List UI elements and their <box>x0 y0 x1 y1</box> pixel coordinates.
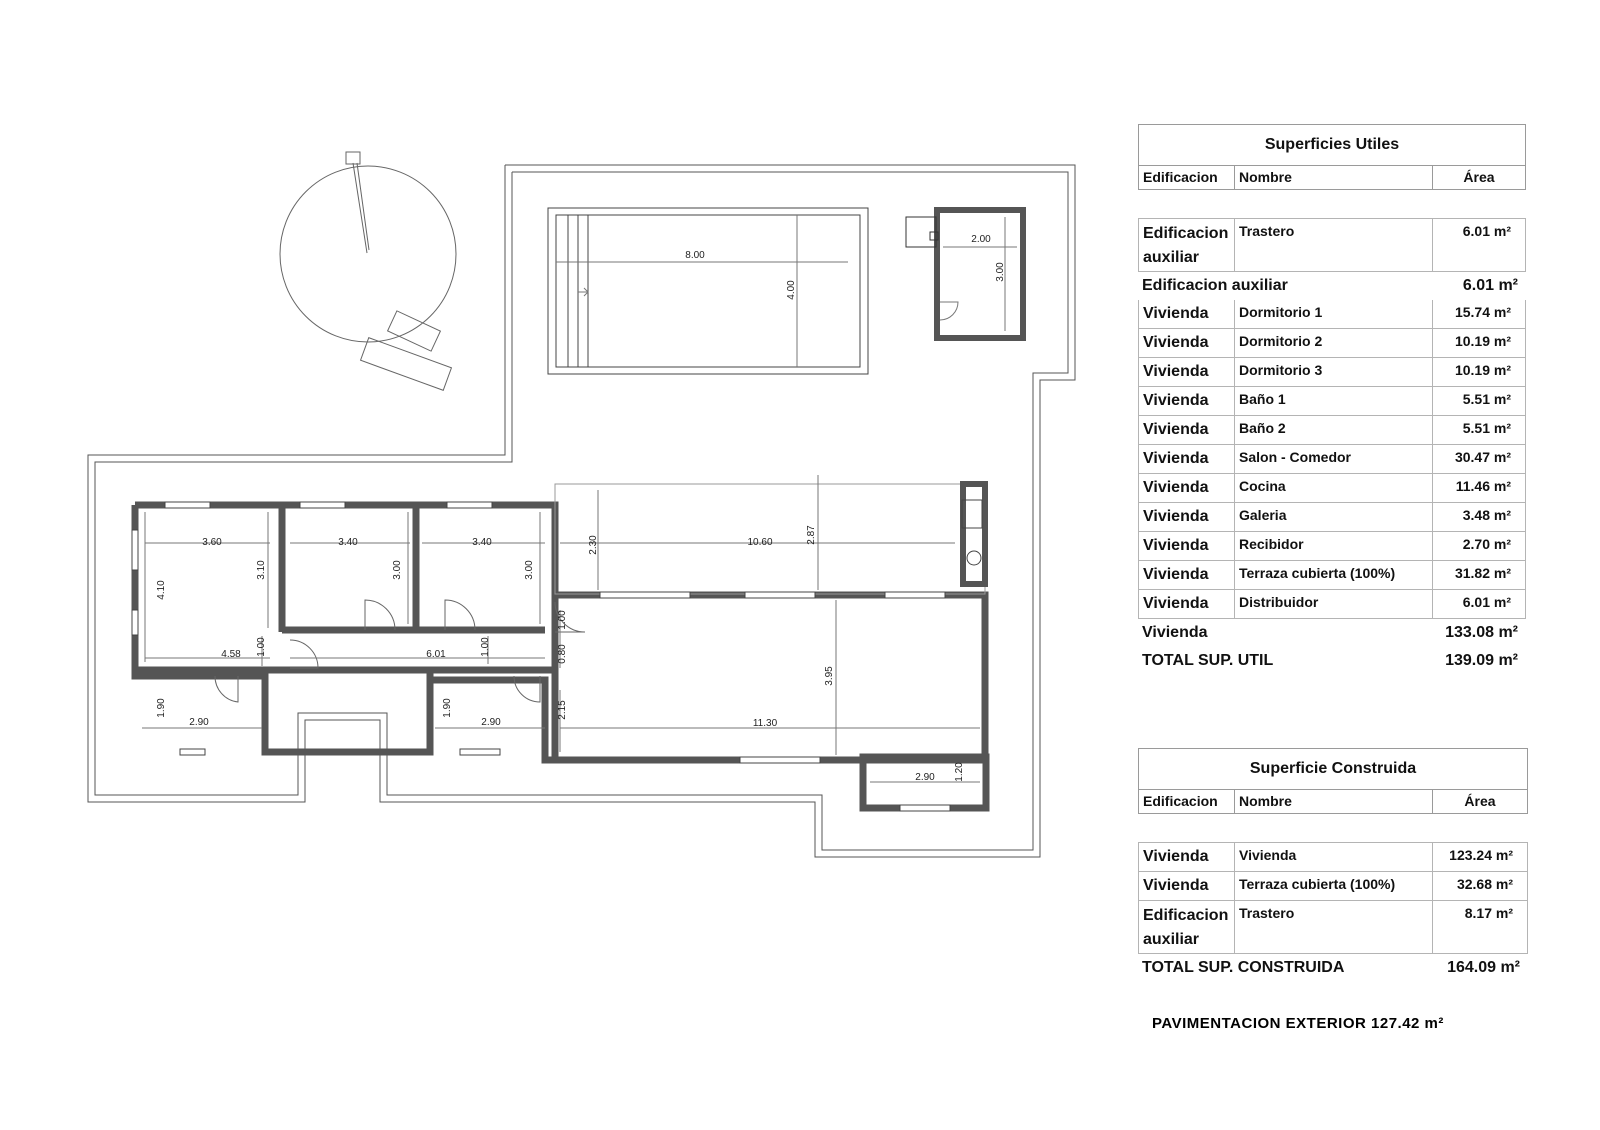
bed2-width-label: 3.40 <box>338 537 358 548</box>
construida-total-label: TOTAL SUP. CONSTRUIDA <box>1142 959 1345 976</box>
construida-total-value: 164.09 m² <box>1447 959 1520 976</box>
terrace-inner-label: 2.30 <box>588 535 599 555</box>
aux-subtotal-value: 6.01 m² <box>1462 277 1518 294</box>
cell-edificacion: Vivienda <box>1139 503 1235 531</box>
living-side-label: 2.15 <box>557 700 568 720</box>
table-row <box>1138 218 1526 272</box>
construida-header <box>1138 789 1528 814</box>
cell-area: 8.17 m² <box>1464 905 1513 921</box>
living-depth-label: 3.95 <box>824 666 835 686</box>
cell-edificacion: Vivienda <box>1139 416 1235 444</box>
cell-edificacion: Vivienda <box>1139 872 1235 900</box>
table-row <box>1138 474 1526 503</box>
cell-nombre: Trastero <box>1235 219 1433 271</box>
terrace-length-label: 10.60 <box>747 537 773 548</box>
round-deck <box>280 152 456 390</box>
aux-subtotal-row <box>1138 272 1526 300</box>
cell-area: 31.82 m² <box>1454 565 1511 581</box>
table-row <box>1138 503 1526 532</box>
cell-edificacion: Vivienda <box>1139 387 1235 415</box>
cell-edificacion: Vivienda <box>1139 843 1235 871</box>
cell-edificacion: Vivienda <box>1139 300 1235 328</box>
cell-area: 6.01 m² <box>1462 223 1511 239</box>
bed1-inner-label: 3.10 <box>256 560 267 580</box>
header-area: Área <box>1464 793 1496 809</box>
utiles-rows <box>1138 300 1526 619</box>
cell-nombre: Dormitorio 1 <box>1235 300 1433 328</box>
cell-edificacion: Vivienda <box>1139 358 1235 386</box>
cell-nombre: Cocina <box>1235 474 1433 502</box>
swimming-pool <box>548 208 868 374</box>
galeria-width-label: 2.90 <box>915 772 935 783</box>
cell-nombre: Dormitorio 3 <box>1235 358 1433 386</box>
corridor-width-label: 1.00 <box>480 637 491 657</box>
construida-title: Superficie Construida <box>1138 748 1528 789</box>
entry-gap-label: 0.80 <box>557 644 568 664</box>
pool-width-label: 4.00 <box>786 280 797 300</box>
door-swings <box>215 600 585 702</box>
utiles-header <box>1138 165 1526 190</box>
plot-boundary <box>88 165 1075 857</box>
cell-area: 11.46 m² <box>1455 478 1511 494</box>
header-nombre: Nombre <box>1235 790 1433 813</box>
cell-nombre: Galeria <box>1235 503 1433 531</box>
construida-table <box>1138 748 1528 982</box>
living-length-label: 11.30 <box>752 718 778 729</box>
cell-nombre: Salon - Comedor <box>1235 445 1433 473</box>
cell-area: 10.19 m² <box>1454 333 1511 349</box>
bed2-depth-label: 3.00 <box>392 560 403 580</box>
utiles-total-value: 139.09 m² <box>1445 652 1518 669</box>
header-edificacion: Edificacion <box>1139 790 1235 813</box>
table-row <box>1138 358 1526 387</box>
table-row <box>1138 387 1526 416</box>
header-edificacion: Edificacion <box>1139 166 1235 189</box>
vivienda-subtotal-value: 133.08 m² <box>1445 624 1518 641</box>
utiles-total-label: TOTAL SUP. UTIL <box>1142 652 1274 669</box>
vivienda-subtotal-row <box>1138 619 1526 647</box>
bath2-width-label: 2.90 <box>481 717 501 728</box>
cell-edificacion: Vivienda <box>1139 445 1235 473</box>
table-row <box>1138 901 1528 954</box>
cell-area: 6.01 m² <box>1462 594 1511 610</box>
hall-width-label: 1.00 <box>256 637 267 657</box>
cell-area: 15.74 m² <box>1454 304 1511 320</box>
corridor-length-label: 6.01 <box>426 649 446 660</box>
header-nombre: Nombre <box>1235 166 1433 189</box>
table-row <box>1138 532 1526 561</box>
cell-nombre: Terraza cubierta (100%) <box>1235 561 1433 589</box>
bed3-depth-label: 3.00 <box>524 560 535 580</box>
cell-area: 123.24 m² <box>1449 847 1513 863</box>
bed1-width-label: 3.60 <box>202 537 222 548</box>
cell-edificacion: Vivienda <box>1139 561 1235 589</box>
storage-depth-label: 3.00 <box>995 262 1006 282</box>
cell-edificacion: Vivienda <box>1139 474 1235 502</box>
entry-width-label: 1.00 <box>557 610 568 630</box>
pool-length-label: 8.00 <box>685 250 705 261</box>
cell-nombre: Distribuidor <box>1235 590 1433 618</box>
table-row <box>1138 445 1526 474</box>
cell-edificacion: Edificacion auxiliar <box>1139 901 1235 953</box>
table-row <box>1138 561 1526 590</box>
cell-nombre: Vivienda <box>1235 843 1433 871</box>
cell-nombre: Baño 2 <box>1235 416 1433 444</box>
cell-area: 32.68 m² <box>1456 876 1513 892</box>
utiles-table <box>1138 124 1526 675</box>
cell-nombre: Dormitorio 2 <box>1235 329 1433 357</box>
cell-area: 2.70 m² <box>1462 536 1511 552</box>
header-area: Área <box>1463 169 1495 185</box>
cell-edificacion: Vivienda <box>1139 329 1235 357</box>
galeria-depth-label: 1.20 <box>954 762 965 782</box>
cell-nombre: Recibidor <box>1235 532 1433 560</box>
cell-edificacion: Vivienda <box>1139 590 1235 618</box>
table-row <box>1138 842 1528 872</box>
bath1-width-label: 2.90 <box>189 717 209 728</box>
utiles-total-row <box>1138 647 1526 675</box>
terrace-depth-label: 2.87 <box>806 525 817 545</box>
table-row <box>1138 416 1526 445</box>
cell-area: 30.47 m² <box>1454 449 1511 465</box>
cell-edificacion: Vivienda <box>1139 532 1235 560</box>
openings <box>132 502 950 811</box>
table-row <box>1138 300 1526 329</box>
bath1-depth-label: 1.90 <box>156 698 167 718</box>
cell-edificacion: Edificacion auxiliar <box>1139 219 1235 271</box>
bed1-depth-label: 4.10 <box>156 580 167 600</box>
vivienda-subtotal-label: Vivienda <box>1142 624 1208 641</box>
bath2-depth-label: 1.90 <box>442 698 453 718</box>
cell-nombre: Terraza cubierta (100%) <box>1235 872 1433 900</box>
cell-nombre: Trastero <box>1235 901 1433 953</box>
utiles-title: Superficies Utiles <box>1138 124 1526 165</box>
aux-subtotal-label: Edificacion auxiliar <box>1142 277 1288 294</box>
pavimentacion-note: PAVIMENTACION EXTERIOR 127.42 m² <box>1152 1015 1444 1032</box>
bed3-width-label: 3.40 <box>472 537 492 548</box>
table-row <box>1138 590 1526 619</box>
construida-total-row <box>1138 954 1528 982</box>
cell-area: 3.48 m² <box>1462 507 1511 523</box>
cell-area: 10.19 m² <box>1454 362 1511 378</box>
cell-area: 5.51 m² <box>1462 420 1511 436</box>
cell-area: 5.51 m² <box>1462 391 1511 407</box>
storage-width-label: 2.00 <box>971 234 991 245</box>
hall-length-label: 4.58 <box>221 649 241 660</box>
table-row <box>1138 872 1528 901</box>
table-row <box>1138 329 1526 358</box>
cell-nombre: Baño 1 <box>1235 387 1433 415</box>
